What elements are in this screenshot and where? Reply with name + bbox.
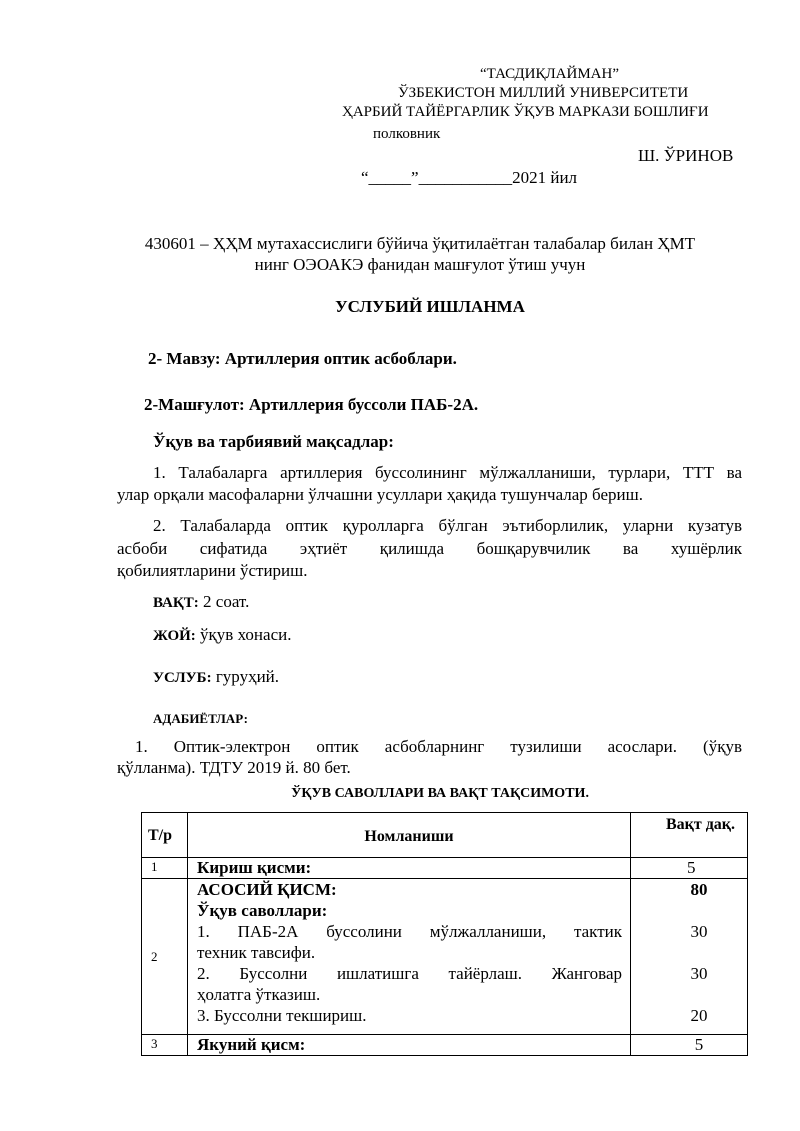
literature-item-1-line-1: 1. Оптик-электрон оптик асбобларнинг тузилиши асослари. (ўқув (135, 737, 742, 756)
row-2-no: 2 (142, 879, 188, 1035)
approval-date-line: “_____”___________2021 йил (361, 168, 578, 187)
time-label: ВАҚТ: (153, 595, 199, 611)
approval-title: “ТАСДИҚЛАЙМАН” (480, 66, 619, 82)
row-2-question-3-time: 20 (690, 1006, 708, 1025)
table-caption-dot: . (585, 786, 589, 801)
row-2-question-1-line-1: 1. ПАБ-2А буссолини мўлжалланиши, тактик (197, 922, 622, 941)
literature-heading: АДАБИЁТЛАР: (153, 711, 248, 726)
schedule-table (141, 812, 748, 1056)
goal-1-line-1: 1. Талабаларга артиллерия буссолининг мўлжалланиши, турлари, ТТТ ва (153, 463, 742, 482)
row-2-subheading: Ўқув саволлари: (197, 901, 328, 920)
row-1-time: 5 (631, 858, 748, 879)
time-row (153, 592, 249, 612)
goal-2-line-1: 2. Талабаларда оптик қуролларга бўлган эътиборлилик, уларни кузатув (153, 516, 742, 535)
row-3-name: Якуний қисм: (188, 1035, 631, 1056)
method-row (153, 667, 279, 687)
table-caption-text: ЎҚУВ САВОЛЛАРИ ВА ВАҚТ ТАҚСИМОТИ (291, 786, 586, 801)
approval-rank: полковник (373, 126, 441, 142)
approval-position: ҲАРБИЙ ТАЙЁРГАРЛИК ЎҚУВ МАРКАЗИ БОШЛИҒИ (342, 104, 709, 120)
goals-heading: Ўқув ва тарбиявий мақсадлар: (153, 432, 394, 451)
lesson-line: 2-Машғулот: Артиллерия буссоли ПАБ-2А. (144, 395, 479, 414)
header-name: Номланиши (188, 813, 631, 858)
goal-1-line-2: улар орқали масофаларни ўлчашни усуллари ҳақида тушунчалар бериш. (117, 485, 643, 504)
row-2-question-1-time: 30 (690, 922, 708, 941)
row-2-question-2-line-2: ҳолатга ўтказиш. (197, 985, 321, 1004)
table-caption (100, 786, 780, 802)
table-header-row (142, 813, 748, 858)
row-2-question-2-line-1: 2. Буссолни ишлатишга тайёрлаш. Жанговар (197, 964, 622, 983)
place-value: ўқув хонаси. (195, 625, 292, 644)
goal-2-line-2: асбоби сифатида эҳтиёт қилишда бошқарувчилик ва хушёрлик (117, 539, 742, 558)
place-label: ЖОЙ: (153, 628, 196, 644)
table-row (142, 879, 748, 1035)
document-title: УСЛУБИЙ ИШЛАНМА (335, 297, 525, 316)
table-row (142, 858, 748, 879)
row-2-time-cell (631, 879, 748, 1035)
row-2-name-cell (188, 879, 631, 1035)
method-value: гуруҳий. (211, 667, 280, 686)
row-2-name: АСОСИЙ ҚИСМ: (197, 880, 337, 899)
row-1-no: 1 (142, 858, 188, 879)
time-value: 2 соат. (198, 592, 250, 611)
literature-item-1-line-2: қўлланма). ТДТУ 2019 й. 80 бет. (117, 758, 351, 777)
approval-university: ЎЗБЕКИСТОН МИЛЛИЙ УНИВЕРСИТЕТИ (398, 85, 689, 101)
header-time: Вақт дақ. (631, 813, 748, 858)
row-1-name: Кириш қисми: (188, 858, 631, 879)
goal-2-line-3: қобилиятларини ўстириш. (117, 561, 308, 580)
row-2-question-1-line-2: техник тавсифи. (197, 943, 316, 962)
row-2-time: 80 (690, 880, 708, 899)
row-3-no: 3 (142, 1035, 188, 1056)
row-2-question-2-time: 30 (690, 964, 708, 983)
table-row (142, 1035, 748, 1056)
method-label: УСЛУБ: (153, 670, 212, 686)
approval-name: Ш. ЎРИНОВ (638, 146, 734, 165)
intro-line-2: нинг ОЭОАКЭ фанидан машғулот ўтиш учун (254, 255, 586, 274)
intro-line-1: 430601 – ҲҲМ мутахассислиги бўйича ўқитилаётган талабалар билан ҲМТ (144, 234, 696, 253)
row-2-question-3: 3. Буссолни текшириш. (197, 1006, 367, 1025)
place-row (153, 625, 291, 645)
topic-line: 2- Мавзу: Артиллерия оптик асбоблари. (148, 349, 457, 368)
header-no: Т/р (142, 813, 188, 858)
row-3-time: 5 (631, 1035, 748, 1056)
